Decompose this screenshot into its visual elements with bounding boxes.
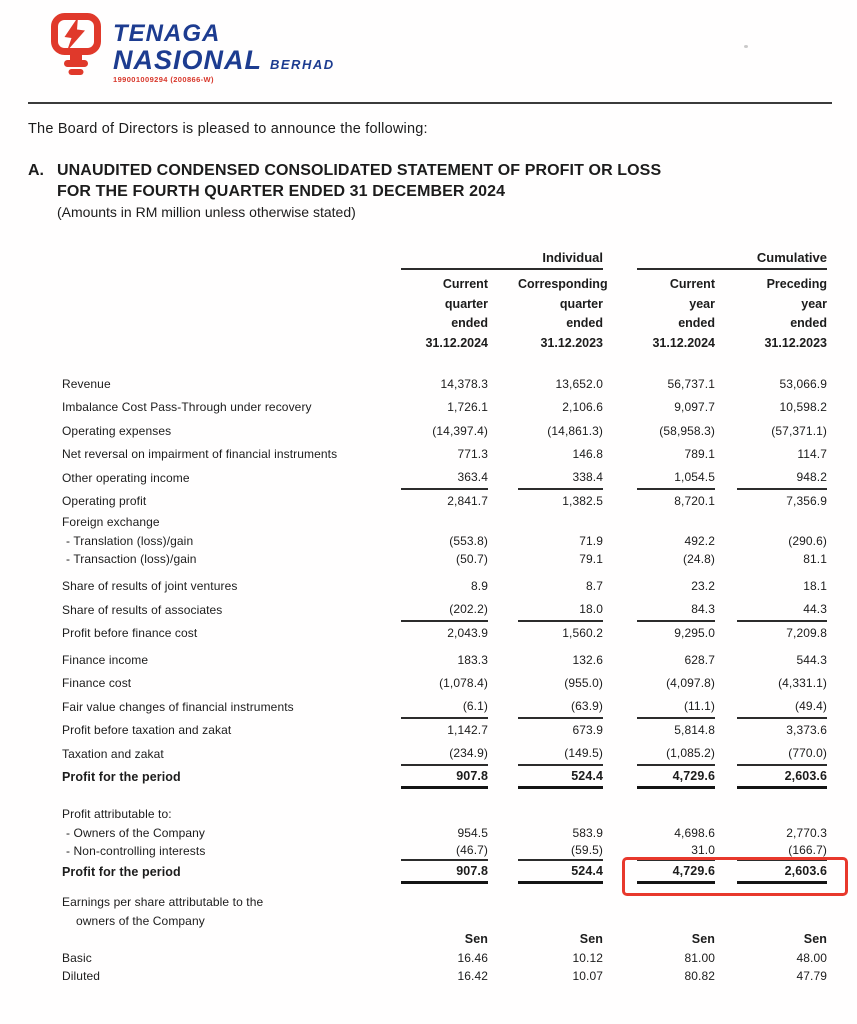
row-value: [637, 805, 715, 824]
column-header-line: Current: [669, 277, 715, 291]
row-value: 948.2: [737, 466, 827, 490]
row-value: [401, 893, 488, 912]
row-label: Other operating income: [62, 470, 190, 485]
column-header-line: ended: [790, 316, 827, 330]
section-title-line2: FOR THE FOURTH QUARTER ENDED 31 DECEMBER 2024: [57, 183, 506, 200]
row-label: Profit for the period: [62, 865, 181, 880]
row-value: (14,397.4): [432, 423, 488, 438]
row-value: 8.9: [471, 579, 488, 594]
row-value: 907.8: [401, 766, 488, 790]
table-row: [28, 695, 830, 719]
table-row: [28, 912, 830, 931]
table-row: [28, 842, 830, 861]
row-value: 524.4: [518, 861, 603, 885]
column-headers: [28, 275, 830, 353]
table-row: [28, 861, 830, 885]
table-row: [28, 805, 830, 824]
row-label: Share of results of associates: [62, 602, 223, 617]
row-value: [401, 912, 488, 931]
row-value: 31.0: [637, 842, 715, 861]
column-header-line: 31.12.2024: [652, 335, 715, 350]
row-value: [737, 513, 827, 532]
row-value: 628.7: [684, 652, 715, 667]
table-row: [28, 513, 830, 532]
table-row: [28, 930, 830, 949]
row-value: (202.2): [401, 598, 488, 622]
row-value: 9,295.0: [674, 626, 715, 641]
row-label: Profit attributable to:: [62, 807, 172, 822]
brand-name-line2: NASIONAL: [113, 45, 262, 75]
row-value: (1,078.4): [439, 676, 488, 691]
row-value: 1,382.5: [562, 494, 603, 509]
column-header: [401, 275, 488, 353]
section-title-block: [57, 160, 661, 222]
column-group-individual: Individual: [401, 250, 603, 270]
row-value: 132.6: [572, 652, 603, 667]
row-value: (1,085.2): [637, 742, 715, 766]
row-value: 14,378.3: [440, 376, 488, 391]
table-row: [28, 490, 830, 514]
column-header-line: quarter: [444, 296, 488, 311]
row-value: 10.12: [572, 950, 603, 965]
table-row: [28, 372, 830, 396]
row-value: 492.2: [684, 533, 715, 548]
table-row: [28, 396, 830, 420]
row-value: 79.1: [579, 552, 603, 567]
row-value: (4,331.1): [778, 676, 827, 691]
row-value: 114.7: [797, 447, 827, 462]
tnb-lightbulb-lightning-icon: [50, 13, 102, 88]
row-value: 544.3: [796, 652, 827, 667]
row-value: 4,698.6: [674, 825, 715, 840]
row-label: Net reversal on impairment of financial instruments: [62, 447, 338, 462]
table-row: [28, 419, 830, 443]
row-value: (63.9): [518, 695, 603, 719]
row-value: [518, 912, 603, 931]
column-header-line: Corresponding: [518, 277, 608, 291]
row-label: - Transaction (loss)/gain: [66, 552, 197, 567]
row-label: Profit for the period: [62, 770, 181, 785]
row-value: [637, 912, 715, 931]
row-value: 2,603.6: [737, 861, 827, 885]
table-row: [28, 766, 830, 790]
row-value: (57,371.1): [771, 423, 827, 438]
row-value: 146.8: [572, 447, 603, 462]
row-value: 363.4: [401, 466, 488, 490]
section-title-line1: UNAUDITED CONDENSED CONSOLIDATED STATEMENT OF PROFIT OR LOSS: [57, 162, 662, 179]
row-value: 71.9: [579, 533, 603, 548]
column-header-line: ended: [451, 316, 488, 330]
row-label: Revenue: [62, 376, 111, 391]
letterhead: [0, 0, 857, 92]
row-value: (58,958.3): [659, 423, 715, 438]
row-label: Imbalance Cost Pass-Through under recovery: [62, 400, 312, 415]
row-value: 1,726.1: [447, 400, 488, 415]
row-label: Basic: [62, 950, 92, 965]
row-value: 44.3: [737, 598, 827, 622]
row-value: 2,106.6: [562, 400, 603, 415]
row-label: Share of results of joint ventures: [62, 579, 238, 594]
row-value: Sen: [803, 932, 827, 947]
column-header-line: year: [689, 296, 715, 311]
table-row: [28, 466, 830, 490]
financial-table: [28, 250, 830, 986]
section-letter: A.: [28, 162, 44, 179]
row-value: (24.8): [683, 552, 715, 567]
row-value: (14,861.3): [547, 423, 603, 438]
row-value: (6.1): [401, 695, 488, 719]
row-label: Finance income: [62, 652, 149, 667]
row-value: 7,209.8: [786, 626, 827, 641]
row-value: [518, 805, 603, 824]
row-value: 1,560.2: [562, 626, 603, 641]
table-row: [28, 672, 830, 696]
row-value: (149.5): [518, 742, 603, 766]
row-value: 7,356.9: [786, 494, 827, 509]
column-header-line: 31.12.2023: [764, 335, 827, 350]
row-value: (770.0): [737, 742, 827, 766]
column-header-line: Preceding: [766, 277, 827, 291]
table-row: [28, 598, 830, 622]
row-value: (46.7): [401, 842, 488, 861]
row-value: 47.79: [796, 969, 827, 984]
column-header-spacer: [28, 275, 401, 353]
column-header-line: 31.12.2024: [425, 335, 488, 350]
row-value: 1,054.5: [637, 466, 715, 490]
column-header-line: Current: [442, 277, 488, 291]
table-row: [28, 893, 830, 912]
brand-text: [113, 13, 335, 84]
row-value: [737, 893, 827, 912]
row-value: (166.7): [737, 842, 827, 861]
table-row: [28, 824, 830, 843]
row-value: 56,737.1: [667, 376, 715, 391]
row-value: [637, 513, 715, 532]
row-value: 524.4: [518, 766, 603, 790]
brand-suffix: BERHAD: [270, 57, 335, 72]
row-value: (59.5): [518, 842, 603, 861]
column-header-line: quarter: [559, 296, 603, 311]
row-value: 9,097.7: [674, 400, 715, 415]
row-value: 583.9: [572, 825, 603, 840]
row-value: [401, 513, 488, 532]
row-value: 48.00: [796, 950, 827, 965]
column-header: [518, 275, 608, 353]
row-value: (955.0): [564, 676, 603, 691]
row-label: Profit before taxation and zakat: [62, 723, 232, 738]
row-value: (11.1): [637, 695, 715, 719]
column-group-cumulative: Cumulative: [637, 250, 827, 270]
row-value: (49.4): [737, 695, 827, 719]
section-subtitle: (Amounts in RM million unless otherwise stated): [57, 204, 356, 220]
row-value: Sen: [579, 932, 603, 947]
row-value: 2,770.3: [786, 825, 827, 840]
brand-registration-number: 199001009294 (200866-W): [113, 75, 214, 84]
row-value: 53,066.9: [779, 376, 827, 391]
row-value: (234.9): [401, 742, 488, 766]
row-label: Operating profit: [62, 494, 147, 509]
column-header: [737, 275, 827, 353]
row-value: 16.42: [457, 969, 488, 984]
row-label: owners of the Company: [76, 913, 205, 928]
column-group-spacer: [28, 250, 401, 270]
row-value: 10.07: [572, 969, 603, 984]
row-label: - Owners of the Company: [66, 825, 206, 840]
row-value: 10,598.2: [779, 400, 827, 415]
row-label: Earnings per share attributable to the: [62, 895, 264, 910]
column-group-row: [28, 250, 830, 270]
row-value: 771.3: [457, 447, 488, 462]
row-value: 3,373.6: [786, 723, 827, 738]
row-value: 81.00: [684, 950, 715, 965]
intro-text: The Board of Directors is pleased to announce the following:: [28, 121, 428, 137]
row-label: Diluted: [62, 969, 101, 984]
column-header: [637, 275, 715, 353]
table-row: [28, 575, 830, 599]
row-value: 8.7: [586, 579, 603, 594]
row-value: [401, 805, 488, 824]
row-value: 13,652.0: [555, 376, 603, 391]
row-label: Profit before finance cost: [62, 626, 198, 641]
row-value: 907.8: [401, 861, 488, 885]
row-value: (4,097.8): [666, 676, 715, 691]
row-value: 338.4: [518, 466, 603, 490]
row-value: (553.8): [449, 533, 488, 548]
row-value: [518, 893, 603, 912]
row-label: Fair value changes of financial instruments: [62, 699, 294, 714]
row-value: 80.82: [684, 969, 715, 984]
row-label: Taxation and zakat: [62, 746, 164, 761]
row-value: 2,603.6: [737, 766, 827, 790]
row-value: 673.9: [572, 723, 603, 738]
table-row: [28, 719, 830, 743]
column-header-line: ended: [566, 316, 603, 330]
table-body: [28, 372, 830, 986]
row-value: 789.1: [684, 447, 715, 462]
row-label: - Translation (loss)/gain: [66, 533, 194, 548]
header-divider: [28, 102, 832, 104]
table-row: [28, 648, 830, 672]
scan-artifact-dot: [744, 45, 748, 48]
brand-name-line1: TENAGA: [113, 20, 221, 47]
row-label: Finance cost: [62, 676, 132, 691]
row-value: 183.3: [457, 652, 488, 667]
row-value: [737, 805, 827, 824]
row-value: [637, 893, 715, 912]
table-row: [28, 443, 830, 467]
row-value: 2,841.7: [447, 494, 488, 509]
row-value: Sen: [464, 932, 488, 947]
row-label: Operating expenses: [62, 423, 172, 438]
table-row: [28, 550, 830, 569]
row-value: 954.5: [457, 825, 488, 840]
row-value: 1,142.7: [447, 723, 488, 738]
row-value: 4,729.6: [637, 766, 715, 790]
table-row: [28, 949, 830, 968]
row-value: 18.1: [803, 579, 827, 594]
row-value: 2,043.9: [447, 626, 488, 641]
row-value: 5,814.8: [674, 723, 715, 738]
row-label: Foreign exchange: [62, 515, 160, 530]
column-header-line: ended: [678, 316, 715, 330]
row-value: [518, 513, 603, 532]
row-value: 8,720.1: [674, 494, 715, 509]
row-value: 16.46: [457, 950, 488, 965]
column-header-line: 31.12.2023: [540, 335, 603, 350]
row-label: - Non-controlling interests: [66, 844, 206, 859]
row-value: 18.0: [518, 598, 603, 622]
row-value: [737, 912, 827, 931]
row-value: 4,729.6: [637, 861, 715, 885]
row-value: 84.3: [637, 598, 715, 622]
row-value: 81.1: [803, 552, 827, 567]
table-row: [28, 742, 830, 766]
section-heading: [28, 160, 857, 222]
row-value: (50.7): [456, 552, 488, 567]
table-row: [28, 532, 830, 551]
row-value: 23.2: [691, 579, 715, 594]
row-value: (290.6): [788, 533, 827, 548]
table-row: [28, 622, 830, 646]
table-row: [28, 967, 830, 986]
row-value: Sen: [691, 932, 715, 947]
column-header-line: year: [801, 296, 827, 311]
